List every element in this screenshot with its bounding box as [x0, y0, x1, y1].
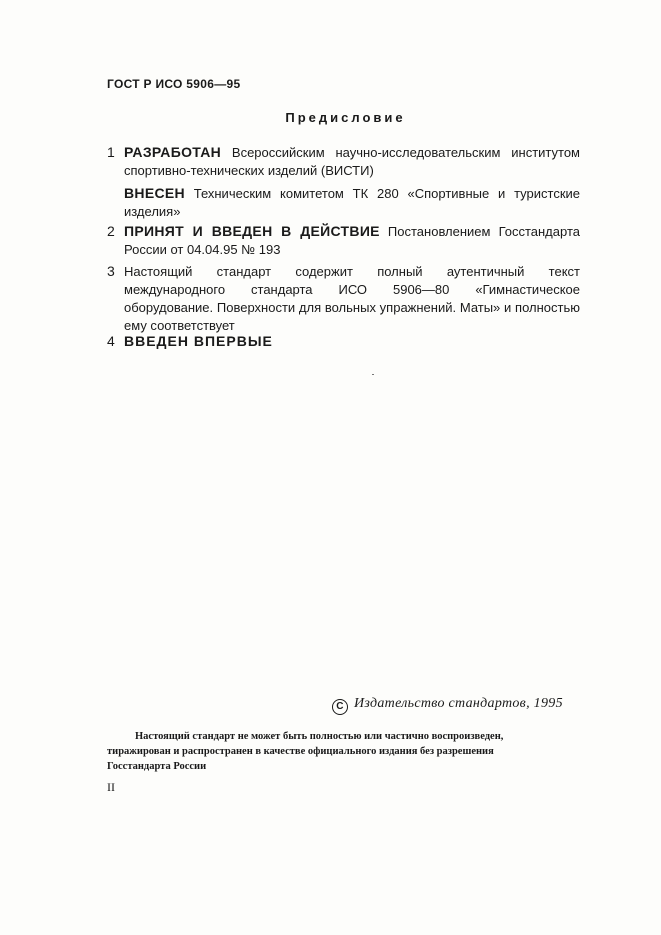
page-number: II: [107, 780, 115, 794]
item-lead: ВВЕДЕН ВПЕРВЫЕ: [124, 333, 273, 349]
item-text: Настоящий стандарт содержит полный аутентичный текст международного стандарта ИСО 5906—80 «Гимнастическое оборудование. Поверхности для вольных упражнений. Маты» и полностью ему соответствует: [124, 264, 580, 333]
notice-line: тиражирован и распространен в качестве официального издания без разрешения: [107, 746, 494, 757]
standard-code-header: ГОСТ Р ИСО 5906—95: [107, 77, 241, 91]
list-item-1: [107, 143, 580, 180]
item-text: Всероссийским научно-исследовательским институтом спортивно-технических изделий (ВИСТИ): [124, 145, 580, 178]
copyright-line: [332, 696, 563, 715]
item-body: [124, 222, 580, 259]
copyright-icon: C: [332, 699, 348, 715]
notice-line: Госстандарта России: [107, 761, 207, 772]
item-body: [124, 143, 580, 180]
item-number: 3: [107, 263, 115, 279]
list-item-3: [107, 262, 580, 335]
item-lead: ПРИНЯТ И ВВЕДЕН В ДЕЙСТВИЕ: [124, 223, 380, 239]
item-number: 2: [107, 223, 115, 239]
notice-line: Настоящий стандарт не может быть полностью или частично воспроизведен,: [135, 731, 504, 742]
item-number: 1: [107, 144, 115, 160]
list-item-4: [107, 332, 580, 351]
item-lead: ВНЕСЕН: [124, 185, 185, 201]
item-body: [124, 262, 580, 335]
section-title: Предисловие: [285, 110, 406, 125]
reproduction-notice: [107, 729, 580, 774]
item-text: Постановлением Госстандарта России от 04.04.95 № 193: [124, 224, 580, 257]
copyright-text: Издательство стандартов, 1995: [354, 696, 563, 711]
list-item-2: [107, 222, 580, 259]
list-subitem-introduced: [124, 184, 580, 221]
scan-speck: [372, 374, 374, 375]
item-number: 4: [107, 333, 115, 349]
item-body: [124, 332, 580, 351]
item-lead: РАЗРАБОТАН: [124, 144, 222, 160]
item-text: Техническим комитетом ТК 280 «Спортивные и туристские изделия»: [124, 186, 580, 219]
